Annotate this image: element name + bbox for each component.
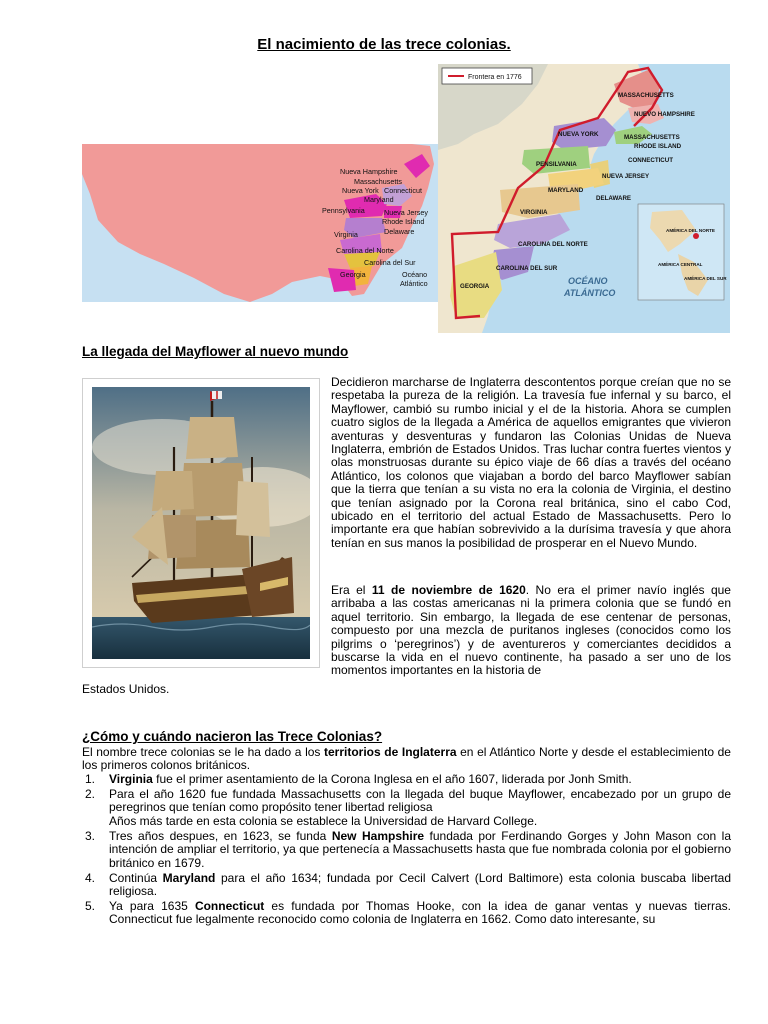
map-label: CAROLINA DEL NORTE — [518, 241, 588, 248]
mayflower-image-frame — [82, 378, 320, 668]
map-label: GEORGIA — [460, 283, 490, 290]
highlight-date: 11 de noviembre de 1620 — [371, 583, 526, 597]
page-title: El nacimiento de las trece colonias. — [257, 36, 511, 53]
map-label: Océano — [402, 270, 428, 279]
map-label: Maryland — [364, 195, 394, 204]
map-label: MASSACHUSETTS — [624, 134, 680, 141]
usa-colonies-map — [82, 144, 440, 302]
map-label: Delaware — [384, 227, 415, 236]
list-item: 1. Virginia fue el primer asentamiento de la Corona Inglesa en el año 1607, liderada por Jonh Smith. — [85, 772, 632, 786]
map-label: VIRGINIA — [520, 209, 548, 216]
intro-paragraph: El nombre trece colonias se le ha dado a los territorios de Inglaterra en el Atlántico Norte y desde el establecimiento de los primeros colonos británicos. — [82, 745, 731, 773]
mayflower-ship-image — [92, 387, 310, 659]
map-label: AMÉRICA CENTRAL — [658, 262, 703, 267]
map-label: Nueva Hampshire — [340, 167, 398, 176]
map-label: RHODE ISLAND — [634, 143, 682, 150]
list-item: 5. Ya para 1635 Connecticut es fundada por Thomas Hooke, con la idea de ganar ventas y nuevas tierras. Connecticut fue legalmente reconocido como colonia de Inglaterra en 1662. Como dato interesante, su — [85, 899, 731, 927]
map-label: AMÉRICA DEL SUR — [684, 276, 727, 281]
map-label: Pennsylvania — [322, 206, 365, 215]
ocean-label: OCÉANO — [568, 276, 608, 286]
list-item: 4. Continúa Maryland para el año 1634; fundada por Cecil Calvert (Lord Baltimore) esta colonia buscaba libertad religiosa. — [85, 870, 731, 899]
map-legend: Frontera en 1776 — [468, 74, 522, 81]
map-label: Nueva Jersey — [384, 208, 428, 217]
list-item: 2. Para el año 1620 fue fundada Massachusetts con la llegada del buque Mayflower, encabezado por un grupo de peregrinos que tenían como propósito tener libertad religiosa Años más tarde en esta colonia se establece la Universidad de Harvard College. — [85, 787, 731, 828]
map-label: Georgia — [340, 270, 366, 279]
map-label: Carolina del Norte — [336, 246, 394, 255]
map-label: AMÉRICA DEL NORTE — [666, 228, 716, 233]
map-label: Carolina del Sur — [364, 258, 416, 267]
ocean-label: ATLÁNTICO — [564, 288, 616, 298]
map-label: Connecticut — [384, 186, 422, 195]
paragraph-continuation: Estados Unidos. — [82, 682, 170, 696]
section-heading: ¿Cómo y cuándo nacieron las Trece Colonias? — [82, 729, 383, 744]
map-label: Virginia — [334, 230, 358, 239]
map-label: CAROLINA DEL SUR — [496, 265, 558, 272]
map-label: NUEVA YORK — [558, 131, 599, 138]
map-label: DELAWARE — [596, 195, 632, 202]
map-label: MASSACHUSETTS — [618, 92, 674, 99]
map-label: Nueva York — [342, 186, 379, 195]
list-item: 3. Tres años despues, en 1623, se funda New Hampshire fundada por Ferdinando Gorges y John Mason con la intención de ampliar el territorio, ya que pertenecía a Massachusetts hasta que fue nombrada colonia por el gobierno británico en 1679. — [85, 828, 732, 870]
section-heading: La llegada del Mayflower al nuevo mundo — [82, 344, 349, 359]
map-label: NUEVO HAMPSHIRE — [634, 111, 695, 118]
map-label: Massachusetts — [354, 177, 402, 186]
map-label: MARYLAND — [548, 187, 584, 194]
thirteen-colonies-map — [438, 64, 730, 333]
map-label: Atlántico — [400, 279, 428, 288]
mayflower-paragraph-2: Era el 11 de noviembre de 1620. No era el primer navío inglés que arribaba a las costas americanas ni la primera colonia que se fundó en aquel territorio. Sin embargo, la llegada de ese centenar de personas, compuesto por una mezcla de puritanos ingleses (conocidos como los pilgrims o ‘peregrinos’) y de aventureros y comerciantes decididos a buscarse la vida en el nuevo continente, ha pasado a ser uno de los momentos importantes en la historia de — [331, 583, 731, 678]
colonies-list — [82, 773, 731, 928]
map-label: PENSILVANIA — [536, 161, 577, 168]
map-label: CONNECTICUT — [628, 157, 674, 164]
map-label: Rhode Island — [382, 217, 425, 226]
mayflower-paragraph: Decidieron marcharse de Inglaterra descontentos porque creían que no se respetaba la pureza de la religión. La travesía fue infernal y su barco, el Mayflower, cambió su rumbo inicial y el de la historia. Ahora se cumplen cuatro siglos de la llegada a América de aquellos emigrantes que vivieron aventuras y desventuras y fundaron las Colonias Unidas de Nueva Inglaterra, embrión de Estados Unidos. Tras luchar contra fuertes vientos y olas monstruosas durante su épico viaje de 66 días a través del océano Atlántico, los colonos que viajaban a bordo del barco Mayflower sabían que la tierra que tenían a su vista no era la colonia de Virginia, el destino que tenían asignado por la Corona real británica, sino el cabo Cod, ubicado en el territorio del actual Estado de Massachusetts. Pero lo importante era que habían sobrevivido a la durísima travesía y que ahora tenían en sus manos la posibilidad de prosperar en el Nuevo Mundo. — [331, 375, 731, 550]
map-label: NUEVA JERSEY — [602, 173, 650, 180]
